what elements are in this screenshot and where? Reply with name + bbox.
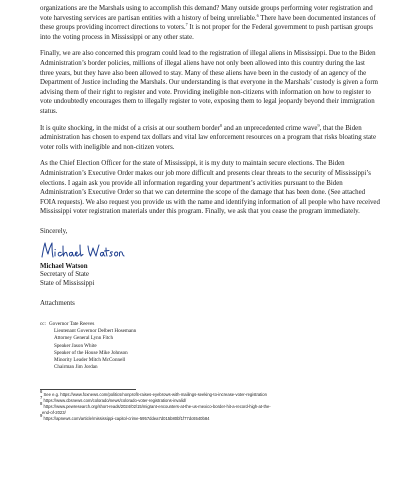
paragraph-text: and an unprecedented crime wave	[221, 124, 318, 132]
paragraph-text: It is quite shocking, in the midst of a crisis at our southern border	[40, 124, 220, 132]
cc-block	[40, 321, 380, 372]
cc-recipient: Speaker Jason White	[54, 342, 97, 349]
footnote-text: https://www.cbsnews.com/colorado/news/colorado-voter-registrations-invalid/	[42, 397, 187, 403]
footnote-divider	[40, 389, 136, 390]
footnote-number: 8	[40, 400, 43, 406]
footnote-ref-8: 8	[219, 122, 222, 128]
attachments-label: Attachments	[40, 299, 75, 307]
paragraph-text: organizations are the Marshals using to accomplish this demand? Many outside groups performing voter registration and vote harvesting services are partisan entities with a history of being unreliable.	[40, 5, 373, 22]
paragraph-text: There have been documented instances of these groups providing incorrect directions to voters.	[40, 14, 376, 32]
footnote-8-continuation: end-of-2023/	[42, 409, 66, 415]
cc-recipient: Minority Leader Mitch McConnell	[54, 357, 126, 364]
footnote-ref-9: 9	[317, 122, 320, 128]
cc-recipient: Lieutenant Governor Delbert Hosemann	[54, 327, 137, 334]
paragraph-border-crisis	[40, 124, 380, 153]
signer-title: Secretary of State	[40, 271, 89, 279]
signature-block	[40, 263, 380, 289]
cc-recipient: Governor Tate Reeves	[49, 320, 95, 327]
footnote-ref-6: 6	[256, 12, 259, 18]
paragraph-partisan-groups	[40, 4, 380, 42]
signer-name: Michael Watson	[40, 262, 88, 270]
footnote-number: 7	[40, 394, 43, 400]
footnote-text: See e.g. https://www.foxnews.com/politics/nonprofit-raises-eyebrows-with-mailings-seeking-to-increase-voter-registration	[42, 391, 267, 397]
footnotes	[40, 388, 380, 422]
footnote-number: 9	[40, 412, 43, 418]
paragraph-text: It is not proper for the Federal government to push partisan groups into the voting process in Mississippi or any other state.	[40, 24, 373, 41]
cc-label: cc:	[40, 320, 46, 327]
signer-state: State of Mississippi	[40, 280, 95, 288]
closing-salutation: Sincerely,	[40, 227, 68, 235]
cc-recipient: Chairman Jim Jordan	[54, 364, 98, 371]
footnote-ref-7: 7	[185, 22, 188, 28]
paragraph-chief-election-officer: As the Chief Election Officer for the state of Mississippi, it is my duty to maintain secure elections. The Biden Administration’s Executive Order makes our job more difficult and presents clear threats to the security of Mississippi’s elections. I again ask you provide all information regarding your department’s activities pursuant to the Biden Administration’s Executive Order so that we can determine the scope of the damage that has been done. (See attached FOIA requests). We also request you provide us with the name and identifying information of all people who have received Mississippi voter registration materials under this program. Finally, we ask that you cease the program immediately.	[40, 160, 380, 216]
paragraph-illegal-aliens: Finally, we are also concerned this program could lead to the registration of illegal aliens in Mississippi. Due to the Biden Administration’s border policies, millions of illegal aliens have not only been allowed into this country during the last three years, but they have also been allowed to stay. Many of these aliens have been in the custody of an agency of the Department of Justice including the Marshals. Our understanding is that everyone in the Marshals’ custody is given a form advising them of their right to register and vote. Providing ineligible non-citizens with information on how to register to vote undoubtedly encourages them to illegally register to vote, exposing them to legal jeopardy beyond their immigration status.	[40, 50, 379, 115]
footnote-text: https://apnews.com/article/mississippi-capitol-crime-5957ddea7d015b80bf1f77dc6540b84	[42, 415, 210, 421]
handwritten-signature	[40, 240, 126, 262]
footnote-text: https://www.pewresearch.org/short-reads/2024/02/15/migrant-encounters-at-the-us-mexico-border-hit-a-record-high-at-the-	[42, 403, 271, 409]
cc-recipient: Speaker of the House Mike Johnson	[54, 349, 128, 356]
paragraph-text: , that the Biden administration has chosen to expend tax dollars and vital law enforcement resources on a program that risks bloating state voter rolls with ineligible and non-citizen voters.	[40, 124, 377, 151]
footnote-number: 6	[40, 388, 43, 394]
cc-list	[49, 321, 380, 372]
cc-recipient: Attorney General Lynn Fitch	[54, 335, 113, 342]
